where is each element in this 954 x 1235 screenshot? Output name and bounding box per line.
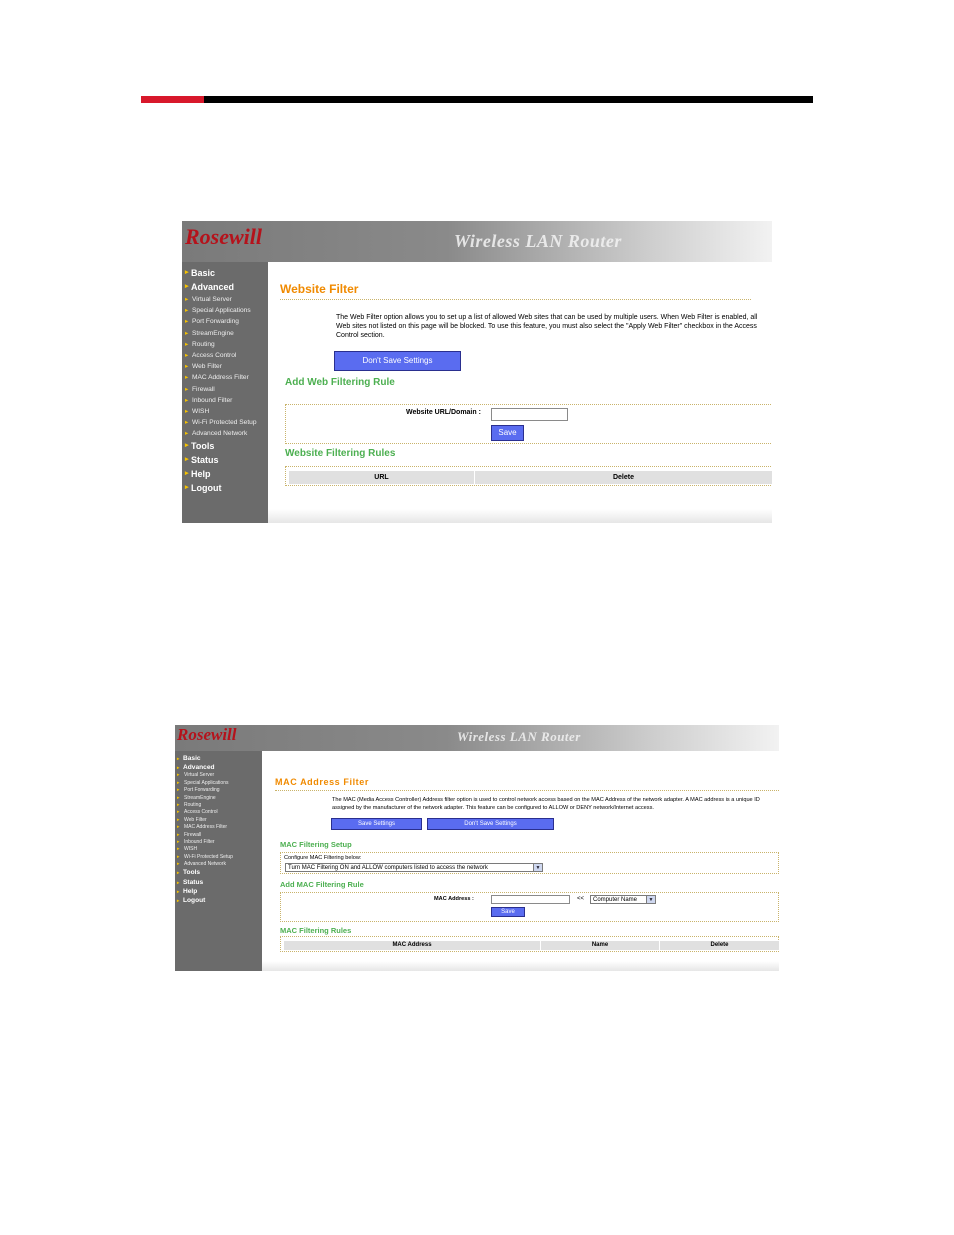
sidebar-item-routing[interactable] — [177, 802, 233, 809]
sidebar-item-label: StreamEngine — [184, 794, 216, 801]
sidebar-item-web-filter[interactable] — [185, 361, 257, 372]
router-header — [182, 221, 772, 262]
page-header-rule — [141, 96, 813, 103]
sidebar-item-label: Tools — [183, 869, 201, 877]
sidebar-item-label: Port Forwarding — [184, 787, 220, 794]
sidebar-item-advanced-network[interactable] — [177, 861, 233, 868]
sidebar-item-label: Inbound Filter — [184, 838, 215, 845]
sidebar-item-access-control[interactable] — [185, 350, 257, 361]
sidebar-item-logout[interactable] — [185, 481, 257, 495]
arrow-right-icon: ▸ — [185, 484, 189, 492]
arrow-right-icon: ▸ — [185, 396, 189, 404]
arrow-right-icon: ▸ — [177, 824, 180, 831]
sidebar-item-firewall[interactable] — [177, 832, 233, 839]
arrow-right-icon: ▸ — [177, 772, 180, 779]
arrow-right-icon: ▸ — [185, 374, 189, 382]
copy-arrow-label: << — [577, 896, 585, 902]
arrow-right-icon: ▸ — [185, 269, 189, 276]
sidebar-nav — [177, 754, 233, 905]
sidebar-item-streamengine[interactable] — [177, 795, 233, 802]
mac-address-label: MAC Address : — [434, 896, 474, 902]
sidebar-item-help[interactable] — [185, 467, 257, 481]
sidebar-item-label: Web Filter — [192, 363, 222, 371]
sidebar-item-label: MAC Address Filter — [184, 824, 228, 831]
computer-name-select[interactable] — [590, 895, 656, 904]
add-rule-section-title: Add Web Filtering Rule — [285, 377, 395, 388]
computer-name-value: Computer Name — [593, 897, 638, 903]
arrow-right-icon: ▸ — [185, 385, 189, 393]
mac-filter-screenshot — [175, 725, 779, 971]
arrow-right-icon: ▸ — [185, 296, 189, 303]
mac-filter-mode-select[interactable] — [285, 863, 543, 872]
arrow-right-icon: ▸ — [185, 329, 189, 337]
router-header — [175, 725, 779, 751]
sidebar-item-label: Advanced — [183, 764, 215, 772]
sidebar — [175, 751, 262, 971]
rules-section-title: MAC Filtering Rules — [280, 926, 352, 935]
sidebar-item-inbound-filter[interactable] — [177, 839, 233, 846]
sidebar-item-label: Special Applications — [184, 779, 229, 786]
arrow-right-icon: ▸ — [185, 419, 189, 427]
content-footer — [268, 509, 772, 523]
sidebar-item-web-filter[interactable] — [177, 817, 233, 824]
sidebar-item-virtual-server[interactable] — [177, 772, 233, 779]
main-content — [268, 262, 772, 523]
brand-logo-text: Rosewill — [177, 725, 237, 744]
sidebar-item-label: Logout — [183, 897, 206, 905]
main-content — [262, 751, 779, 971]
sidebar-item-special-applications[interactable] — [177, 780, 233, 787]
column-header: Delete — [710, 942, 729, 948]
arrow-right-icon: ▸ — [177, 787, 180, 794]
configure-label: Configure MAC Filtering below: — [284, 855, 362, 861]
sidebar-item-label: Inbound Filter — [192, 396, 233, 404]
content-footer — [262, 961, 779, 971]
column-header: Name — [541, 941, 660, 950]
sidebar-item-wi-fi-protected-setup[interactable] — [185, 417, 257, 428]
sidebar-item-logout[interactable] — [177, 896, 233, 905]
arrow-right-icon: ▸ — [177, 809, 180, 816]
sidebar-item-basic[interactable] — [185, 266, 257, 280]
brand-logo — [185, 224, 262, 250]
product-title: Wireless LAN Router — [454, 231, 622, 251]
sidebar-item-routing[interactable] — [185, 339, 257, 350]
arrow-right-icon: ▸ — [177, 831, 180, 838]
sidebar-item-mac-address-filter[interactable] — [185, 372, 257, 383]
sidebar-item-label: Help — [183, 887, 198, 895]
add-rule-section-title: Add MAC Filtering Rule — [280, 880, 364, 889]
arrow-right-icon: ▸ — [185, 283, 189, 290]
sidebar-item-wish[interactable] — [177, 846, 233, 853]
save-button[interactable]: Save — [491, 425, 524, 441]
sidebar-item-wish[interactable] — [185, 406, 257, 417]
website-filter-screenshot — [182, 221, 772, 523]
column-header: Delete — [612, 474, 634, 481]
rules-table-header — [289, 471, 772, 484]
sidebar-item-status[interactable] — [185, 453, 257, 467]
sidebar-item-virtual-server[interactable] — [185, 294, 257, 305]
sidebar-item-label: Status — [183, 878, 204, 886]
sidebar-item-label: Basic — [183, 755, 201, 762]
sidebar-item-advanced[interactable] — [185, 280, 257, 294]
page-title: Website Filter — [280, 282, 359, 296]
brand-logo — [177, 725, 237, 745]
rules-section-title: Website Filtering Rules — [285, 448, 396, 459]
arrow-right-icon: ▸ — [177, 765, 180, 771]
sidebar-item-label: Advanced Network — [184, 861, 226, 868]
page-description: The MAC (Media Access Controller) Address filter option is used to control network access based on the MAC Address of the network adapter. A MAC address is a unique ID assigned by the manufacturer of the network adapter. This feature can be configured to ALLOW or DENY network/Internet access. — [332, 797, 760, 811]
chevron-down-icon: ▼ — [646, 896, 655, 903]
arrow-right-icon: ▸ — [185, 430, 189, 438]
sidebar-item-label: Logout — [191, 483, 222, 494]
sidebar-item-label: Virtual Server — [192, 296, 232, 303]
sidebar-item-label: Wi-Fi Protected Setup — [184, 853, 233, 860]
arrow-right-icon: ▸ — [177, 879, 180, 885]
sidebar — [182, 262, 268, 523]
sidebar-item-label: Web Filter — [184, 816, 207, 823]
sidebar-item-basic[interactable] — [177, 754, 233, 763]
sidebar-item-firewall[interactable] — [185, 384, 257, 395]
sidebar-item-advanced-network[interactable] — [185, 428, 257, 439]
sidebar-item-label: Help — [191, 469, 211, 480]
sidebar-item-label: Advanced — [191, 282, 235, 292]
sidebar-item-label: Virtual Server — [184, 772, 215, 779]
sidebar-item-label: Tools — [191, 441, 215, 452]
sidebar-item-port-forwarding[interactable] — [177, 787, 233, 794]
sidebar-item-label: Wi-Fi Protected Setup — [192, 419, 257, 427]
chevron-down-icon: ▼ — [533, 864, 542, 871]
arrow-right-icon: ▸ — [185, 307, 189, 315]
arrow-right-icon: ▸ — [177, 779, 180, 786]
sidebar-item-label: Routing — [192, 340, 215, 348]
arrow-right-icon: ▸ — [185, 363, 189, 371]
sidebar-item-status[interactable] — [177, 878, 233, 887]
column-header: MAC Address — [284, 941, 541, 950]
arrow-right-icon: ▸ — [185, 407, 189, 415]
sidebar-item-access-control[interactable] — [177, 809, 233, 816]
sidebar-item-streamengine[interactable] — [185, 328, 257, 339]
save-settings-button[interactable]: Save Settings — [331, 818, 422, 830]
brand-logo-text: Rosewill — [185, 224, 263, 249]
sidebar-item-label: MAC Address Filter — [192, 374, 249, 382]
sidebar-item-special-applications[interactable] — [185, 305, 257, 316]
sidebar-item-port-forwarding[interactable] — [185, 316, 257, 327]
arrow-right-icon: ▸ — [177, 846, 180, 853]
sidebar-item-label: WISH — [192, 407, 210, 415]
page-title: MAC Address Filter — [275, 777, 369, 787]
save-button[interactable]: Save — [491, 907, 525, 917]
sidebar-item-label: StreamEngine — [192, 329, 234, 337]
mac-address-input[interactable] — [491, 895, 570, 904]
sidebar-item-tools[interactable] — [185, 439, 257, 453]
page-header-accent — [141, 96, 204, 103]
column-header: URL — [289, 471, 475, 484]
sidebar-item-label: Status — [191, 455, 219, 466]
sidebar-item-wi-fi-protected-setup[interactable] — [177, 854, 233, 861]
sidebar-item-label: Access Control — [192, 351, 237, 359]
arrow-right-icon: ▸ — [177, 898, 180, 904]
sidebar-item-label: Basic — [191, 268, 216, 278]
sidebar-item-mac-address-filter[interactable] — [177, 824, 233, 831]
sidebar-item-label: Access Control — [184, 809, 218, 816]
arrow-right-icon: ▸ — [177, 888, 180, 894]
arrow-right-icon: ▸ — [177, 838, 180, 845]
sidebar-item-advanced[interactable] — [177, 763, 233, 772]
page-description: The Web Filter option allows you to set up a list of allowed Web sites that can be used by multiple users. When Web Filter is enabled, all Web sites not listed on this page will be blocked. To use this feature, you must also select the "Apply Web Filter" checkbox in the Access Control section. — [336, 314, 758, 339]
arrow-right-icon: ▸ — [185, 351, 189, 359]
arrow-right-icon: ▸ — [177, 756, 180, 761]
website-url-input[interactable] — [491, 408, 568, 421]
sidebar-nav — [185, 266, 257, 495]
dont-save-settings-button[interactable]: Don't Save Settings — [427, 818, 554, 830]
sidebar-item-label: Advanced Network — [192, 430, 248, 438]
sidebar-item-label: WISH — [184, 846, 198, 853]
sidebar-item-label: Routing — [184, 801, 202, 808]
arrow-right-icon: ▸ — [185, 318, 189, 326]
sidebar-item-label: Port Forwarding — [192, 318, 239, 326]
arrow-right-icon: ▸ — [177, 870, 180, 876]
title-divider — [275, 790, 779, 791]
arrow-right-icon: ▸ — [185, 340, 189, 348]
dont-save-settings-button[interactable]: Don't Save Settings — [334, 351, 461, 371]
arrow-right-icon: ▸ — [177, 816, 180, 823]
sidebar-item-tools[interactable] — [177, 868, 233, 877]
sidebar-item-inbound-filter[interactable] — [185, 395, 257, 406]
website-url-label: Website URL/Domain : — [406, 409, 481, 416]
sidebar-item-help[interactable] — [177, 887, 233, 896]
arrow-right-icon: ▸ — [177, 794, 180, 801]
arrow-right-icon: ▸ — [177, 801, 180, 808]
arrow-right-icon: ▸ — [177, 853, 180, 860]
arrow-right-icon: ▸ — [185, 442, 189, 450]
mac-filter-mode-value: Turn MAC Filtering ON and ALLOW computers listed to access the network — [288, 865, 488, 871]
sidebar-item-label: Firewall — [192, 385, 215, 393]
product-title: Wireless LAN Router — [457, 729, 581, 744]
arrow-right-icon: ▸ — [177, 861, 180, 868]
arrow-right-icon: ▸ — [185, 470, 189, 478]
setup-section-title: MAC Filtering Setup — [280, 840, 352, 849]
title-divider — [280, 299, 751, 300]
sidebar-item-label: Special Applications — [192, 307, 251, 315]
sidebar-item-label: Firewall — [184, 831, 202, 838]
rules-table-header — [284, 941, 779, 950]
arrow-right-icon: ▸ — [185, 456, 189, 464]
